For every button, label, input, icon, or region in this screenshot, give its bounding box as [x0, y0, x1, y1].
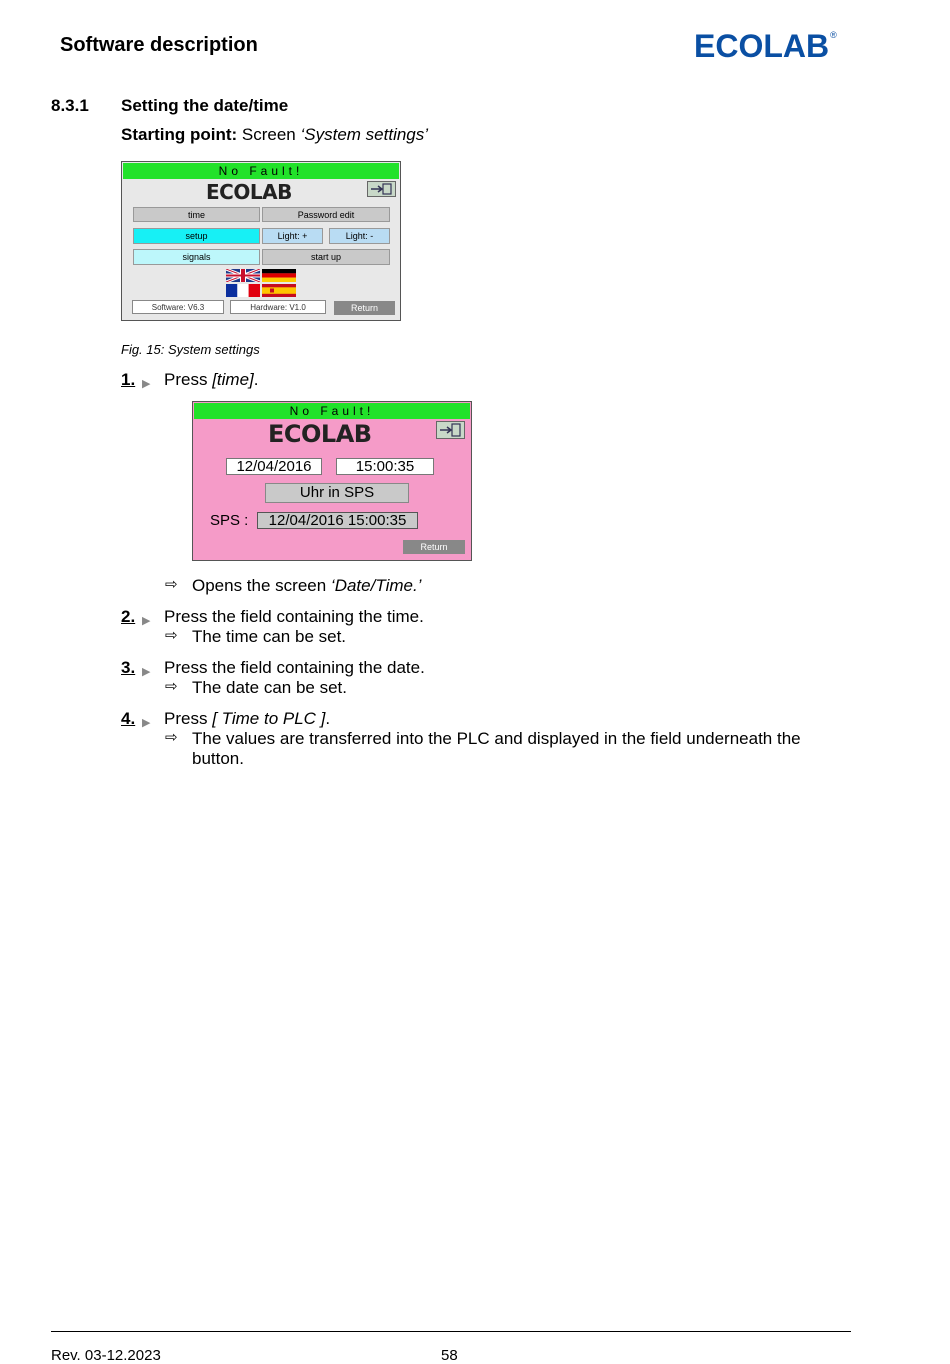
step-text: Press the field containing the time.	[164, 607, 424, 626]
step-number: 1.	[121, 370, 136, 389]
french-flag-icon[interactable]	[226, 284, 260, 297]
step-text-pre: Press	[164, 709, 213, 728]
exit-icon[interactable]	[367, 181, 396, 197]
signals-button[interactable]: signals	[133, 249, 260, 265]
page-number: 58	[441, 1347, 458, 1364]
section-title: Setting the date/time	[121, 96, 289, 115]
system-settings-screenshot	[121, 161, 401, 321]
step-arrow-icon: ▶	[142, 615, 151, 627]
exit-icon[interactable]	[436, 421, 465, 439]
fault-status-bar: No Fault!	[123, 163, 399, 179]
footer-revision: Rev. 03-12.2023	[51, 1347, 161, 1364]
result-arrow-icon: ⇨	[165, 576, 178, 593]
date-time-screenshot	[192, 401, 472, 561]
light-plus-button[interactable]: Light: +	[262, 228, 323, 244]
result-text	[192, 729, 801, 769]
figure-caption: Fig. 15: System settings	[121, 342, 260, 357]
result-text: The date can be set.	[192, 678, 347, 697]
section-number: 8.3.1	[51, 96, 89, 115]
step-text-italic: [ Time to PLC ]	[212, 709, 326, 728]
result-text	[192, 576, 421, 596]
uk-flag-icon[interactable]	[226, 269, 260, 282]
return-button[interactable]: Return	[403, 540, 465, 554]
registered-mark: ®	[830, 30, 837, 40]
light-minus-button[interactable]: Light: -	[329, 228, 390, 244]
screen-logo: ECOLAB	[268, 420, 372, 448]
step-text-italic: [time]	[212, 370, 254, 389]
starting-point-text: Screen	[241, 125, 296, 144]
time-button[interactable]: time	[133, 207, 260, 222]
logo-text: ECOLAB	[694, 28, 830, 64]
step-arrow-icon: ▶	[142, 666, 151, 678]
spanish-flag-icon[interactable]	[262, 284, 296, 297]
result-text-line: button.	[192, 749, 244, 768]
result-arrow-icon: ⇨	[165, 627, 178, 644]
step-number: 2.	[121, 607, 136, 626]
date-field[interactable]: 12/04/2016	[226, 458, 322, 475]
ecolab-logo	[694, 30, 837, 62]
step-text	[164, 709, 330, 729]
page-header-title: Software description	[60, 34, 258, 56]
result-text-pre: Opens the screen	[192, 576, 331, 595]
software-version: Software: V6.3	[132, 300, 224, 314]
starting-point	[121, 125, 428, 145]
step-arrow-icon: ▶	[142, 378, 151, 390]
password-edit-button[interactable]: Password edit	[262, 207, 390, 222]
time-to-plc-button[interactable]: Uhr in SPS	[265, 483, 409, 503]
return-button[interactable]: Return	[334, 301, 395, 315]
fault-status-bar: No Fault!	[194, 403, 470, 419]
sps-datetime-field: 12/04/2016 15:00:35	[257, 512, 418, 529]
starting-point-screen: ‘System settings’	[300, 125, 429, 144]
step-arrow-icon: ▶	[142, 717, 151, 729]
footer-divider	[51, 1331, 851, 1332]
result-text-italic: ‘Date/Time.’	[330, 576, 422, 595]
step-text-pre: Press	[164, 370, 213, 389]
german-flag-icon[interactable]	[262, 269, 296, 282]
starting-point-label: Starting point:	[121, 125, 238, 144]
result-arrow-icon: ⇨	[165, 678, 178, 695]
hardware-version: Hardware: V1.0	[230, 300, 326, 314]
result-text-line: The values are transferred into the PLC and displayed in the field underneath the	[192, 729, 801, 748]
step-text	[164, 370, 258, 390]
start-up-button[interactable]: start up	[262, 249, 390, 265]
step-text-post: .	[253, 370, 259, 389]
result-text: The time can be set.	[192, 627, 347, 646]
result-arrow-icon: ⇨	[165, 729, 178, 746]
step-number: 3.	[121, 658, 136, 677]
step-text: Press the field containing the date.	[164, 658, 425, 677]
step-text-post: .	[325, 709, 331, 728]
screen-logo: ECOLAB	[206, 180, 292, 204]
setup-button[interactable]: setup	[133, 228, 260, 244]
time-field[interactable]: 15:00:35	[336, 458, 434, 475]
sps-label: SPS :	[210, 512, 249, 529]
step-number: 4.	[121, 709, 136, 728]
